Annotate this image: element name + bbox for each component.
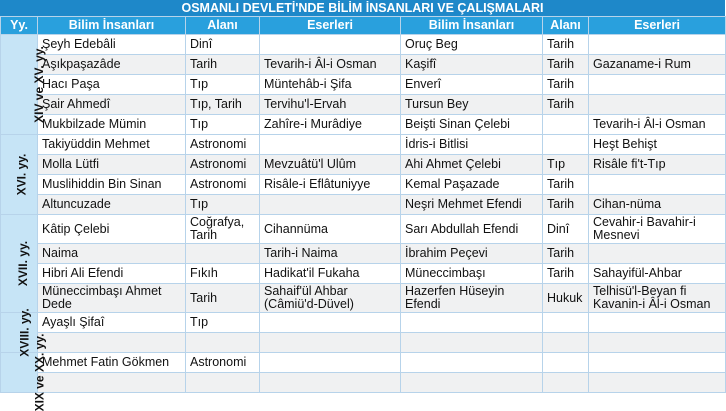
scientist-right: Kemal Paşazade	[401, 175, 543, 195]
table-body	[1, 35, 726, 411]
field-right: Tarih	[543, 175, 589, 195]
field-right: Tarih	[543, 95, 589, 115]
field-right	[543, 353, 589, 373]
scientist-left: Hacı Paşa	[38, 75, 186, 95]
field-left: Astronomi	[186, 175, 260, 195]
scientists-table	[0, 16, 726, 411]
era-label: XIV ve XV. yy.	[31, 46, 46, 123]
table-row	[1, 55, 726, 75]
header-field-right: Alanı	[543, 17, 589, 35]
field-right	[543, 373, 589, 393]
field-right: Dinî	[543, 215, 589, 244]
table-row	[1, 373, 726, 393]
era-label: XVII. yy.	[16, 240, 31, 287]
scientist-right: Beişti Sinan Çelebi	[401, 115, 543, 135]
works-left	[260, 333, 401, 353]
field-left: Tarih	[186, 55, 260, 75]
field-left: Fıkıh	[186, 264, 260, 284]
table-row	[1, 115, 726, 135]
scientist-left	[38, 373, 186, 393]
table-row	[1, 215, 726, 244]
era-cell	[1, 333, 47, 411]
scientist-left: Takiyüddin Mehmet	[38, 135, 186, 155]
field-left: Tıp	[186, 195, 260, 215]
works-left: Tarih-i Naima	[260, 244, 401, 264]
field-left	[186, 373, 260, 393]
scientist-left: Ayaşlı Şifaî	[38, 313, 186, 333]
table-row	[1, 313, 726, 333]
table-row	[1, 155, 726, 175]
works-left: Tevarih-i Âl-i Osman	[260, 55, 401, 75]
field-right: Tıp	[543, 155, 589, 175]
works-right	[589, 333, 726, 353]
field-right	[543, 333, 589, 353]
scientist-left: Naima	[38, 244, 186, 264]
field-left	[186, 333, 260, 353]
scientist-right: İdris-i Bitlisi	[401, 135, 543, 155]
era-label: XVIII. yy.	[17, 308, 32, 357]
field-right: Tarih	[543, 35, 589, 55]
field-left: Astronomi	[186, 155, 260, 175]
scientist-right	[401, 333, 543, 353]
era-cell	[1, 135, 38, 215]
field-left: Tıp	[186, 75, 260, 95]
works-left: Cihannüma	[260, 215, 401, 244]
scientist-left: Muslihiddin Bin Sinan	[38, 175, 186, 195]
era-label: XIX ve XX. yy.	[32, 333, 47, 411]
era-cell	[1, 215, 38, 313]
works-right: Telhisü'l-Beyan fi Kavanin-i Âl-i Osman	[589, 284, 726, 313]
works-right	[589, 95, 726, 115]
works-right	[589, 35, 726, 55]
header-scientists-left: Bilim İnsanları	[38, 17, 186, 35]
table-row	[1, 244, 726, 264]
scientist-left: Şair Ahmedî	[38, 95, 186, 115]
scientist-left: Mehmet Fatin Gökmen	[38, 353, 186, 373]
field-right: Tarih	[543, 55, 589, 75]
scientist-right	[401, 313, 543, 333]
works-right: Heşt Behişt	[589, 135, 726, 155]
scientist-left: Müneccimbaşı Ahmet Dede	[38, 284, 186, 313]
field-right: Hukuk	[543, 284, 589, 313]
works-right: Tevarih-i Âl-i Osman	[589, 115, 726, 135]
field-left: Tıp	[186, 313, 260, 333]
header-era: Yy.	[1, 17, 38, 35]
works-right	[589, 75, 726, 95]
scientist-left: Hibri Ali Efendi	[38, 264, 186, 284]
field-left: Tıp, Tarih	[186, 95, 260, 115]
field-right	[543, 115, 589, 135]
scientist-right: Müneccimbaşı	[401, 264, 543, 284]
scientist-left: Aşıkpaşazâde	[38, 55, 186, 75]
scientist-right: Oruç Beg	[401, 35, 543, 55]
works-right	[589, 353, 726, 373]
scientist-right: Enverî	[401, 75, 543, 95]
works-left: Sahaif'ül Ahbar (Câmiü'd-Düvel)	[260, 284, 401, 313]
scientist-right: Kaşifî	[401, 55, 543, 75]
table-row	[1, 175, 726, 195]
table-row	[1, 135, 726, 155]
works-left: Müntehâb-i Şifa	[260, 75, 401, 95]
scientist-right: Sarı Abdullah Efendi	[401, 215, 543, 244]
field-left: Dinî	[186, 35, 260, 55]
scientist-left	[38, 333, 186, 353]
header-scientists-right: Bilim İnsanları	[401, 17, 543, 35]
field-right: Tarih	[543, 244, 589, 264]
field-left: Coğrafya, Tarih	[186, 215, 260, 244]
field-left: Astronomi	[186, 353, 260, 373]
scientist-right: Ahi Ahmet Çelebi	[401, 155, 543, 175]
works-left: Tervihu'l-Ervah	[260, 95, 401, 115]
works-left	[260, 353, 401, 373]
table-row	[1, 75, 726, 95]
works-left: Mevzuâtü'l Ulûm	[260, 155, 401, 175]
table-row	[1, 95, 726, 115]
field-right	[543, 135, 589, 155]
scientist-right: İbrahim Peçevi	[401, 244, 543, 264]
era-cell	[1, 35, 46, 135]
header-works-right: Eserleri	[589, 17, 726, 35]
table-title: OSMANLI DEVLETİ'NDE BİLİM İNSANLARI VE ÇALIŞMALARI	[0, 0, 725, 16]
table-row	[1, 284, 726, 313]
works-left	[260, 35, 401, 55]
field-right: Tarih	[543, 75, 589, 95]
header-row	[1, 17, 726, 35]
scientist-right	[401, 373, 543, 393]
table-row	[1, 35, 726, 55]
works-left	[260, 313, 401, 333]
field-left	[186, 244, 260, 264]
scientist-left: Molla Lütfi	[38, 155, 186, 175]
works-right: Cevahir-i Bavahir-i Mesnevi	[589, 215, 726, 244]
scientist-left: Şeyh Edebâli	[38, 35, 186, 55]
scientist-left: Altuncuzade	[38, 195, 186, 215]
works-left: Zahîre-i Murâdiye	[260, 115, 401, 135]
works-left	[260, 135, 401, 155]
field-left: Astronomi	[186, 135, 260, 155]
field-left: Tıp	[186, 115, 260, 135]
works-right	[589, 373, 726, 393]
works-right: Cihan-nüma	[589, 195, 726, 215]
works-right: Risâle fi't-Tıp	[589, 155, 726, 175]
table-row	[1, 333, 726, 353]
scientist-right	[401, 353, 543, 373]
field-right: Tarih	[543, 195, 589, 215]
table-row	[1, 353, 726, 373]
works-right	[589, 175, 726, 195]
works-left: Risâle-i Eflâtuniyye	[260, 175, 401, 195]
scientist-left: Kâtip Çelebi	[38, 215, 186, 244]
works-left	[260, 195, 401, 215]
scientist-left: Mukbilzade Mümin	[38, 115, 186, 135]
field-right: Tarih	[543, 264, 589, 284]
era-label: XVI. yy.	[14, 153, 29, 196]
works-left	[260, 373, 401, 393]
scientist-right: Hazerfen Hüseyin Efendi	[401, 284, 543, 313]
header-works-left: Eserleri	[260, 17, 401, 35]
works-left: Hadikat'il Fukaha	[260, 264, 401, 284]
table-row	[1, 264, 726, 284]
field-left: Tarih	[186, 284, 260, 313]
works-right	[589, 313, 726, 333]
works-right	[589, 244, 726, 264]
works-right: Sahayifül-Ahbar	[589, 264, 726, 284]
scientist-right: Neşri Mehmet Efendi	[401, 195, 543, 215]
field-right	[543, 313, 589, 333]
works-right: Gazaname-i Rum	[589, 55, 726, 75]
scientist-right: Tursun Bey	[401, 95, 543, 115]
table-row	[1, 195, 726, 215]
header-field-left: Alanı	[186, 17, 260, 35]
